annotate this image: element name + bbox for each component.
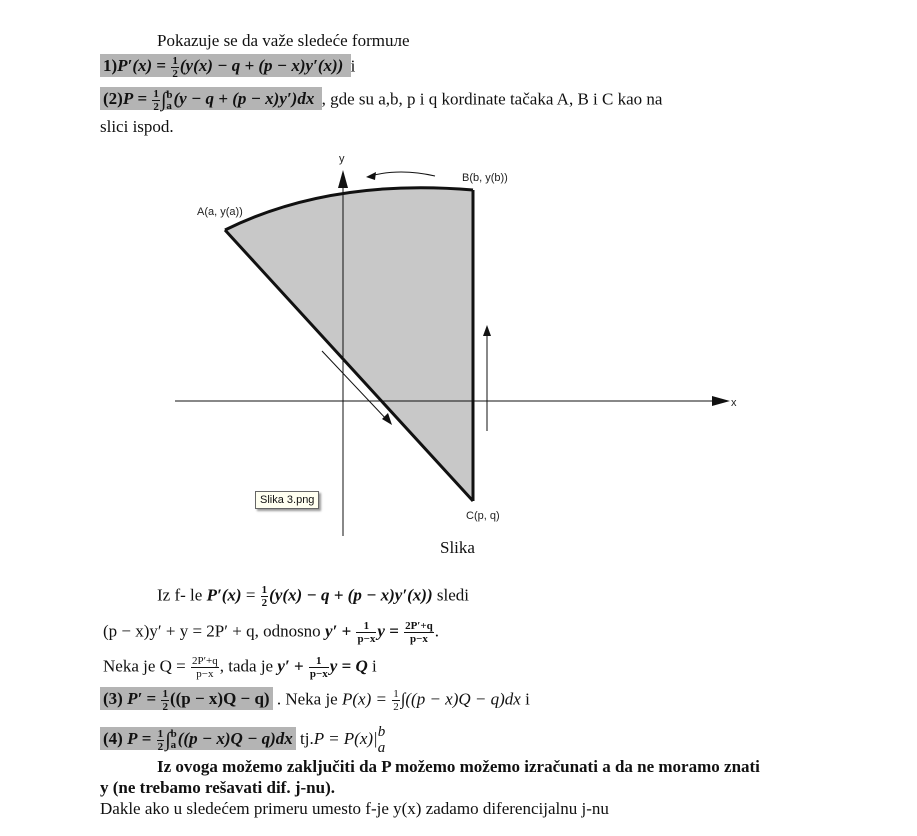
intro-line-3: slici ispod. [100,117,174,136]
conclusion-line-2: y (ne trebamo rešavati dif. j-nu). [100,778,335,797]
x-axis-arrow-icon [712,396,730,406]
figure-caption: Slika [440,538,475,557]
derivation-line-1: Iz f- le P′(x) = $\frac{1}{2}$ (y(x) − q + (p − x)y′(x)) sledi [157,584,469,609]
region-figure [170,148,750,543]
formula-3: (3) P′ = $\frac{1}{2}$ ((p − x)Q − q) . Neka je P(x) = $\frac{1}{2}$ ∫((p − x)Q − q)dx i [100,688,530,713]
intro-text: Pokazuje se da važe sledeće formuле [157,31,410,50]
file-label: Slika 3.png [255,491,319,509]
formula-1: 1)P′(x) = $\frac{1}{2}$ (y(x) − q + (p − x)y′(x)) i [100,55,355,80]
point-c-label: C(p, q) [466,510,500,522]
formula-2: (2)P = $\frac{1}{2}$ ∫ b a (y − q + (p − x)y′)dx , gde su a,b, p i q kordinate tačaka A, B i C kao na [100,88,662,113]
shaded-region [225,188,473,501]
derivation-line-2: (p − x)y′ + y = 2P′ + q, odnosno y′ + $\frac{1}{p-x}$ y = $\frac{2P'+q}{p-x}$ . [103,620,440,645]
y-axis-arrow-icon [338,170,348,188]
x-axis-label: x [731,397,737,409]
last-line: Dakle ako u sledećem primeru umesto f-je y(x) zadamo diferencijalnu j-nu [100,799,609,818]
derivation-line-3: Neka je Q = $\frac{2P'+q}{p-x}$ , tada je y′ + $\frac{1}{p-x}$ y = Q i [103,655,377,680]
y-axis-label: y [339,153,345,165]
point-b-label: B(b, y(b)) [462,172,508,184]
conclusion-line-1: Iz ovoga možemo zaključiti da P možemo možemo izračunati a da ne moramo znati [157,757,760,776]
formula-4: (4) P = $\frac{1}{2}$ ∫ b a ((p − x)Q − q)dx tj.P = P(x)| b a [100,724,386,756]
arrow-top-left-icon [370,172,435,176]
point-a-label: A(a, y(a)) [197,206,243,218]
